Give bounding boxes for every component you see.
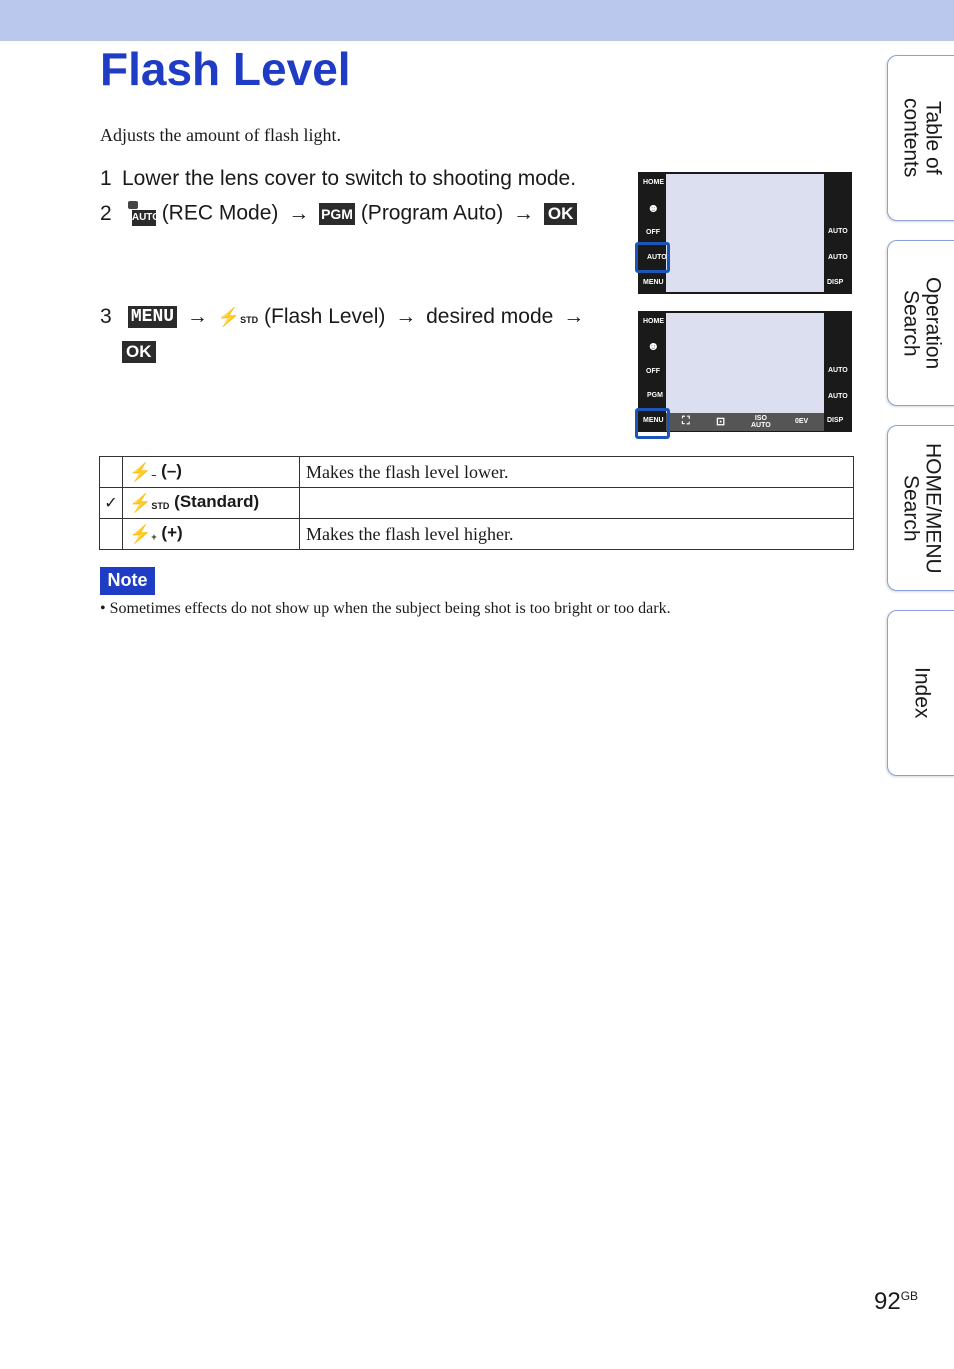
tab-table-of-contents[interactable]: [887, 55, 954, 221]
flash-auto-icon: AUTO: [828, 367, 848, 374]
step-2: [100, 201, 577, 227]
home-label: HOME: [643, 179, 664, 186]
step-1: [100, 167, 576, 191]
focus-icon: ⛶: [682, 415, 690, 427]
step-number: 1: [100, 167, 112, 190]
page-number: $92^{GB}$: [874, 1288, 919, 1315]
option-description: [300, 488, 854, 519]
red-eye-auto-icon: AUTO: [828, 393, 848, 400]
step-3: [100, 305, 588, 329]
camera-screen-rec: [638, 172, 852, 294]
selection-highlight: [635, 242, 670, 273]
viewfinder: [666, 174, 824, 292]
selection-highlight: [635, 408, 670, 439]
disp-label: DISP: [827, 417, 844, 424]
red-eye-auto-icon: AUTO: [828, 254, 848, 261]
home-label: HOME: [643, 318, 664, 325]
rec-mode-label: (REC Mode): [161, 201, 279, 225]
flash-standard-icon: ⚡STD: [217, 306, 259, 327]
table-row: [100, 457, 854, 488]
iso-auto-icon: ISO AUTO: [751, 415, 771, 429]
face-detect-icon: ☻: [647, 201, 660, 215]
metering-icon: ⊡: [716, 416, 726, 428]
option-description: Makes the flash level higher.: [300, 519, 854, 550]
arrow-icon: →: [186, 305, 208, 328]
program-auto-icon: PGM: [319, 203, 355, 225]
arrow-icon: →: [395, 305, 417, 328]
camera-screen-menu: [638, 311, 852, 432]
note-badge: Note: [100, 567, 155, 595]
rec-auto-icon: AUTO: [647, 254, 667, 261]
menu-label: MENU: [643, 279, 664, 286]
step-number: 3: [100, 305, 112, 328]
ev-icon: 0EV: [795, 418, 809, 425]
header-band: [0, 0, 954, 41]
arrow-icon: →: [288, 201, 310, 225]
flash-auto-icon: AUTO: [828, 228, 848, 235]
tab-index[interactable]: [887, 610, 954, 776]
option-name: ⚡– (–): [123, 457, 300, 488]
flash-level-label: (Flash Level): [264, 305, 386, 328]
tab-label: Operation Search: [899, 276, 945, 370]
smile-off-icon: OFF: [646, 229, 660, 236]
flash-plus-icon: ⚡+: [129, 523, 157, 544]
arrow-icon: →: [563, 305, 585, 328]
tab-label: Table of contents: [899, 98, 945, 178]
disp-label: DISP: [827, 279, 844, 286]
page-title: Flash Level: [100, 43, 351, 95]
note-text: • Sometimes effects do not show up when the subject being shot is too bright or too dark.: [100, 600, 671, 617]
smile-off-icon: OFF: [646, 368, 660, 375]
rec-mode-icon: AUTO: [128, 201, 156, 227]
program-auto-label: (Program Auto): [360, 201, 504, 225]
desired-mode-label: desired mode: [426, 305, 554, 328]
tab-label: HOME/MENU Search: [899, 442, 945, 574]
face-detect-icon: ☻: [647, 339, 660, 353]
option-name: ⚡+ (+): [123, 519, 300, 550]
table-row: [100, 488, 854, 519]
default-marker-cell: [100, 519, 123, 550]
pgm-mode-icon: PGM: [647, 392, 663, 399]
step-3-ok: [122, 340, 156, 364]
tab-home-menu-search[interactable]: [887, 425, 954, 591]
step-number: 2: [100, 201, 112, 225]
viewfinder: [666, 313, 824, 413]
default-marker-cell: [100, 457, 123, 488]
option-description: Makes the flash level lower.: [300, 457, 854, 488]
default-check-icon: ✓: [100, 488, 123, 519]
menu-label: MENU: [643, 417, 664, 424]
intro-text: Adjusts the amount of flash light.: [100, 125, 341, 145]
ok-button-icon: OK: [122, 341, 156, 363]
table-row: [100, 519, 854, 550]
ok-button-icon: OK: [544, 203, 578, 225]
option-name: ⚡STD (Standard): [123, 488, 300, 519]
step-1-text: Lower the lens cover to switch to shooting mode.: [122, 167, 577, 190]
flash-minus-icon: ⚡–: [129, 461, 157, 482]
flash-standard-icon: ⚡STD: [129, 492, 170, 513]
tab-label: Index: [910, 667, 934, 719]
arrow-icon: →: [513, 201, 535, 225]
tab-operation-search[interactable]: [887, 240, 954, 406]
options-table: [99, 456, 854, 550]
menu-icon: MENU: [128, 306, 177, 328]
